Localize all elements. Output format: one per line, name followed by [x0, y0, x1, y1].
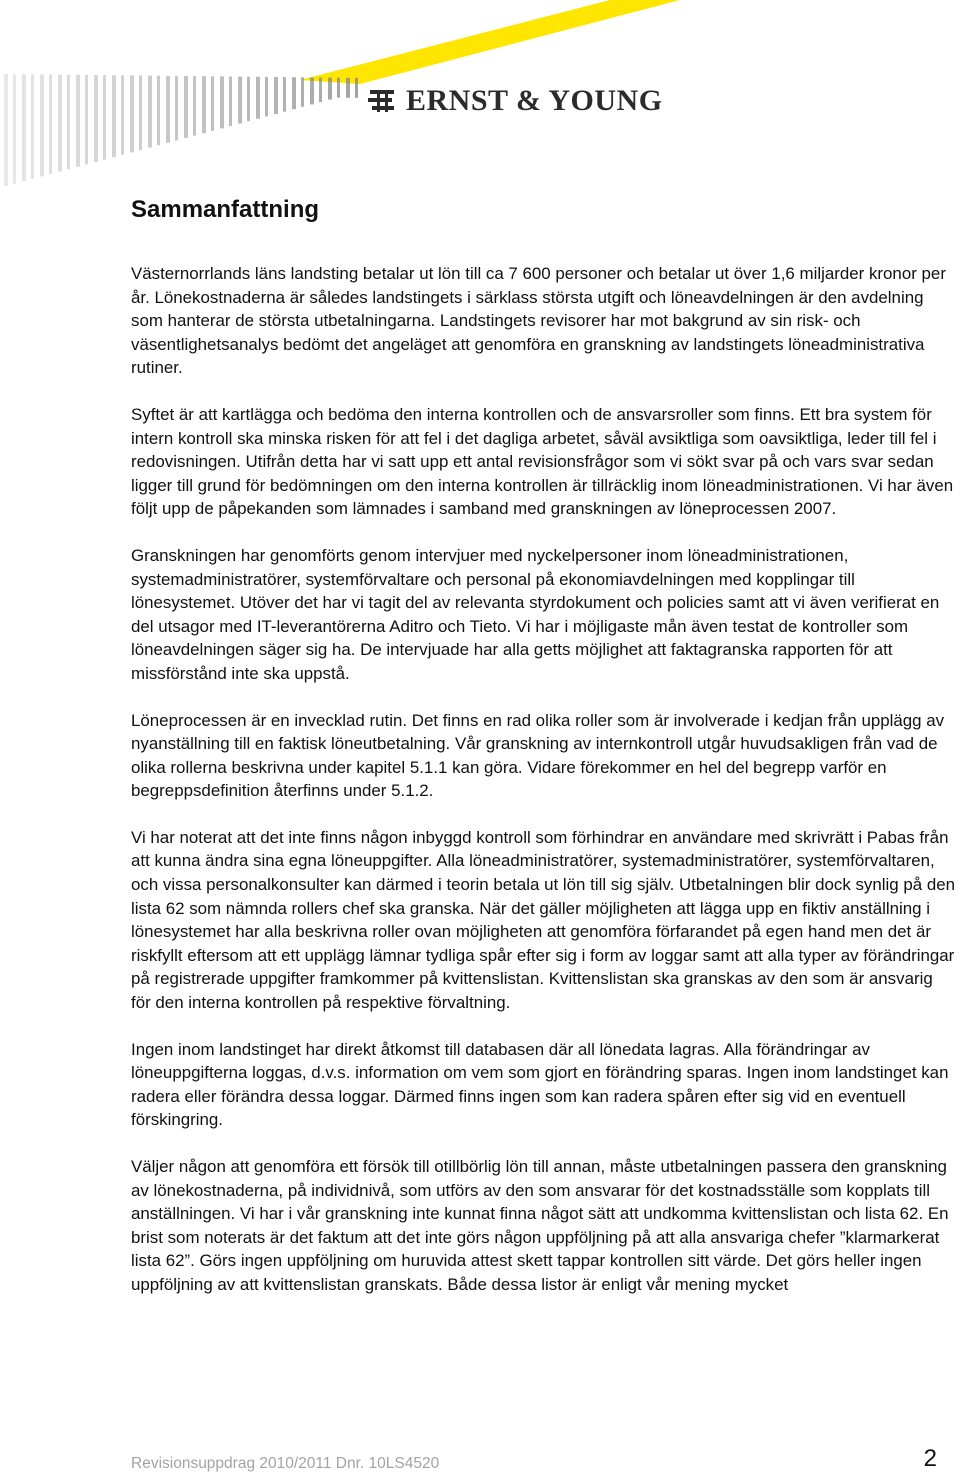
grey-stripe: [310, 77, 314, 104]
paragraph-1: Västernorrlands läns landsting betalar ut lön till ca 7 600 personer och betalar ut över 1,6 miljarder kronor per år. Lönekostnaderna är således landstingets i särklass största utgift och löneavdelningen är den avdelning som hanterar de största utbetalningarna. Landstingets revisorer har mot bakgrund av sin risk- och väsentlighetsanalys bedömt det angeläget att genomföra en granskning av landstingets löneadministrativa rutiner.: [131, 264, 946, 378]
grey-stripes: [4, 74, 358, 186]
paragraph-7: Väljer någon att genomföra ett försök till otillbörlig lön till annan, måste utbetalningen passera den granskning av lönekostnaderna, på individnivå, som utförs av den som ansvarar för det kostnadsställe som kopplats till anställningen. Vi har i vår granskning inte kunnat finna något sätt att undkomma kvittenslistan och lista 62. En brist som noterats är det faktum att det inte görs någon uppföljning på att alla ansvariga chefer ”klarmarkerat lista 62”. Görs ingen uppföljning om huruvida attest skett tappar kontrollen sitt värde. Det görs heller ingen uppföljning av att kvittenslistan granskats. Både dessa listor är enligt vår mening mycket: [131, 1157, 949, 1294]
grey-stripe: [49, 75, 52, 175]
grey-stripe: [211, 76, 214, 131]
grey-stripe: [103, 75, 106, 160]
grey-stripe: [58, 75, 62, 172]
paragraph-3: Granskningen har genomförts genom intervjuer med nyckelpersoner inom löneadministrationen, systemadministratörer, systemförvaltare och personal på ekonomiavdelningen med kopplingar till lönesystemet. Utöver det har vi tagit del av relevanta styrdokument och policies samt att vi även verifierat en del utsagor med IT-leverantörerna Aditro och Tieto. Vi har i möjligaste mån även testat de kontroller som löneavdelningen säger sig ha. De intervjuade har alla getts möjlighet att faktagranska rapporten för att missförstånd inte ska uppstå.: [131, 545, 940, 683]
grey-stripe: [256, 77, 260, 119]
ernst-young-stripes-icon: [368, 87, 398, 115]
grey-stripe: [85, 75, 88, 164]
grey-stripe: [229, 77, 232, 127]
ernst-young-logo-text: ERNST & YOUNG: [406, 84, 663, 117]
grey-stripe: [175, 76, 178, 140]
grey-stripe: [265, 77, 268, 117]
grey-stripe: [40, 74, 44, 176]
grey-stripe: [148, 76, 152, 148]
grey-stripe: [283, 77, 286, 112]
paragraph-4: Löneprocessen är en invecklad rutin. Det finns en rad olika roller som är involverade i kedjan från upplägg av nyanställning till en faktisk löneutbetalning. Vår granskning av internkontroll utgår huvudsakligen från vad de olika rollerna beskrivna under kapitel 5.1.1 kan göra. Vidare förekommer en hel del begrepp varför en begreppsdefinition återfinns under 5.1.2.: [131, 710, 945, 801]
grey-stripe: [301, 77, 304, 107]
grey-stripe: [157, 76, 160, 146]
grey-stripe: [130, 75, 134, 152]
page-footer: [131, 1445, 937, 1473]
grey-stripe: [355, 78, 358, 98]
page-title: Sammanfattning: [131, 196, 320, 223]
ernst-young-logo: [368, 84, 663, 118]
grey-stripe: [13, 74, 16, 184]
yellow-beam: [300, 0, 680, 84]
grey-stripe: [220, 76, 224, 128]
grey-stripe: [202, 76, 206, 133]
page-number: 2: [923, 1445, 937, 1472]
grey-stripe: [346, 78, 350, 98]
grey-stripe: [328, 78, 332, 100]
grey-stripe: [121, 75, 124, 155]
grey-stripe: [31, 74, 34, 179]
grey-stripe: [94, 75, 98, 162]
grey-stripe: [22, 74, 26, 181]
grey-stripe: [184, 76, 188, 138]
grey-stripe: [292, 77, 296, 109]
paragraph-6: Ingen inom landstinget har direkt åtkomst till databasen där all lönedata lagras. Alla förändringar av löneuppgifterna loggas, d.v.s. information om vem som gjort en förändring sparas. Ingen inom landstinget kan radera eller förändra dessa loggar. Därmed finns ingen som kan radera spåren efter sig vid en eventuell förskingring.: [131, 1039, 949, 1130]
grey-stripe: [67, 75, 70, 170]
grey-stripe: [337, 78, 340, 98]
grey-stripe: [238, 77, 242, 124]
grey-stripe: [139, 76, 142, 151]
grey-stripe: [193, 76, 196, 136]
grey-stripe: [247, 77, 250, 122]
grey-stripe: [166, 76, 170, 143]
grey-stripe: [4, 74, 8, 186]
grey-stripe: [112, 75, 116, 157]
paragraph-2: Syftet är att kartlägga och bedöma den interna kontrollen och de ansvarsroller som finns. Ett bra system för intern kontroll ska minska risken för att fel i det dagliga arbetet, såväl avsiktliga som oavsiktliga, leder till fel i redovisningen. Utifrån detta har vi satt upp ett antal revisionsfrågor som vi sökt svar på och vars svar sedan ligger till grund för bedömningen om den interna kontrollen är tillräcklig inom löneadministrationen. Vi har även följt upp de påpekanden som lämnades i samband med granskningen av löneprocessen 2007.: [131, 404, 954, 519]
grey-stripe: [319, 78, 322, 103]
grey-stripe: [274, 77, 278, 114]
paragraph-5: Vi har noterat att det inte finns någon inbyggd kontroll som förhindrar en användare med skrivrätt i Pabas från att kunna ändra sina egna löneuppgifter. Alla löneadministratörer, systemadministratörer, systemförvaltaren, och vissa personalkonsulter kan därmed i teorin betala ut lön till sig själv. Utbetalningen blir dock synlig på den lista 62 som nämnda rollers chef ska granska. När det gäller möjligheten att lägga upp en fiktiv anställning i lönesystemet har alla beskrivna roller ovan möjligheten att genomföra förfarandet på egen hand men det är riskfyllt eftersom att ett upplägg lämnar tydliga spår efter sig i form av loggar samt att alla typer av förändringar på registrerade uppgifter framkommer på kvittenslistan. Kvittenslistan ska granskas av den som är ansvarig för den interna kontrollen på respektive förvaltning.: [131, 827, 956, 1013]
summary-body: [131, 262, 957, 1320]
footer-reference: Revisionsuppdrag 2010/2011 Dnr. 10LS4520: [131, 1455, 440, 1472]
grey-stripe: [76, 75, 80, 167]
